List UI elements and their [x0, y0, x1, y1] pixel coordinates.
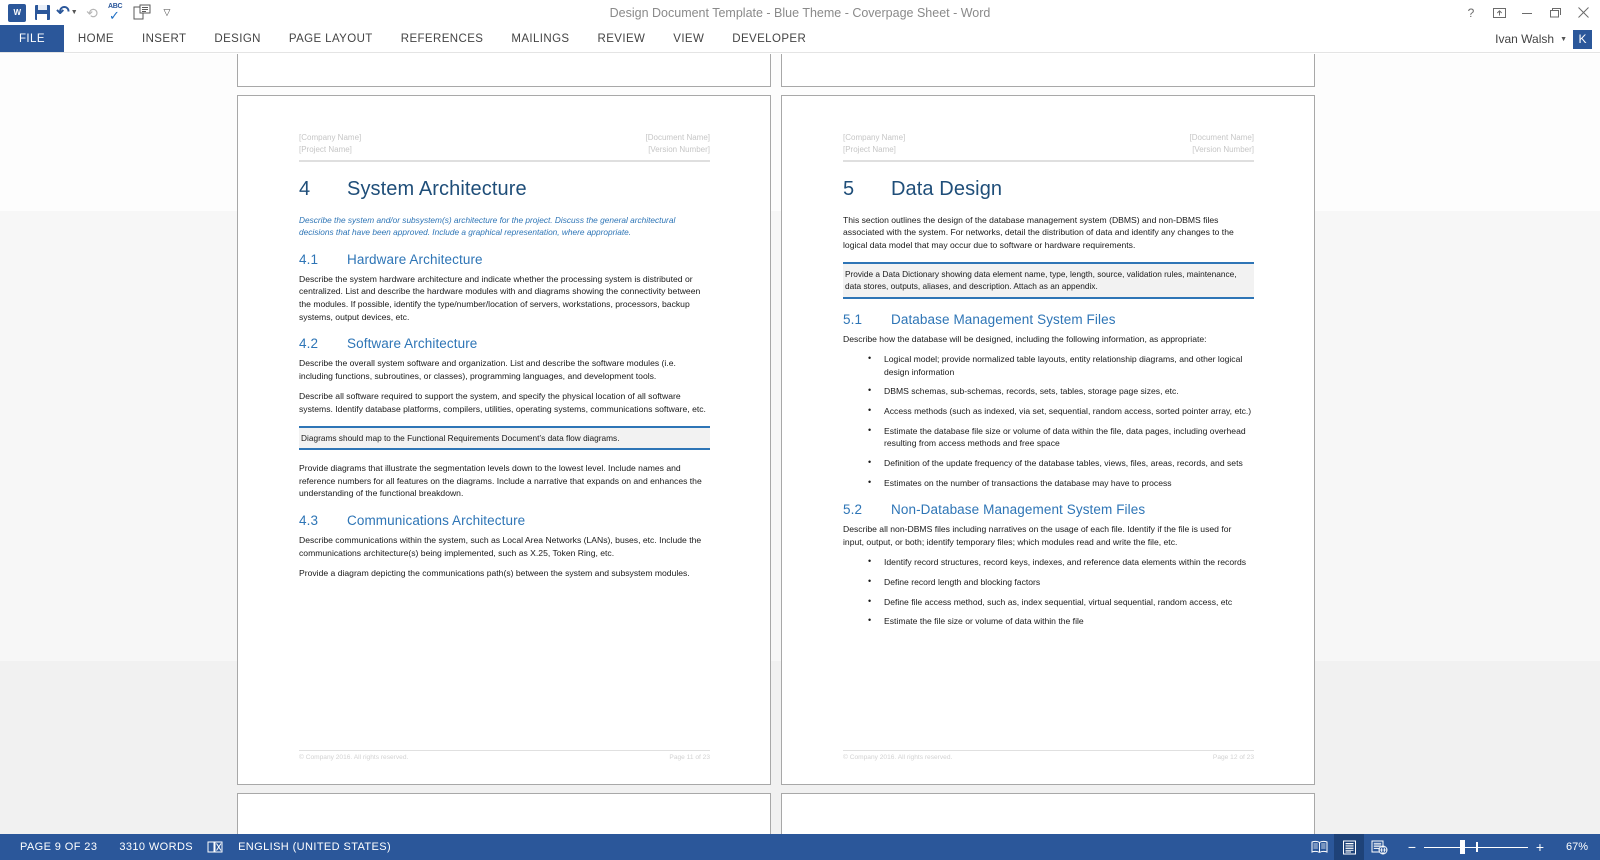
close-button[interactable]	[1570, 2, 1596, 23]
header-document-name: [Document Name]	[1189, 133, 1254, 142]
view-web-layout-button[interactable]	[1364, 834, 1394, 860]
undo-button[interactable]	[56, 2, 78, 23]
heading-title: Hardware Architecture	[347, 251, 483, 267]
document-page-next-right[interactable]	[781, 793, 1315, 834]
window-title: Design Document Template - Blue Theme - Coverpage Sheet - Word	[609, 5, 991, 20]
header-project-name: [Project Name]	[843, 145, 896, 155]
list-item: • Estimate the database file size or volume of data within the file, data pages, including overhead resulting from access methods and free space	[843, 425, 1254, 450]
tab-insert[interactable]: INSERT	[142, 32, 187, 45]
new-comment-icon	[133, 4, 151, 21]
heading-title: Data Design	[891, 177, 1003, 200]
help-button[interactable]: ?	[1467, 5, 1475, 20]
undo-icon: ↶	[56, 3, 70, 21]
page-header-left	[299, 132, 710, 162]
heading-number: 4.2	[299, 336, 319, 352]
ribbon-tab-bar	[0, 25, 1600, 53]
chevron-down-icon: ▼	[70, 9, 78, 16]
heading-section-5-2	[843, 502, 1254, 517]
header-company-name: [Company Name]	[843, 133, 906, 142]
heading-number: 4.3	[299, 512, 319, 528]
heading-title: System Architecture	[347, 177, 527, 200]
body-text-4-2-c: Provide diagrams that illustrate the segmentation levels down to the lowest level. Include names and reference numbers for all features on the diagrams. Include a narrative that expands on and enhances the understanding of the functional breakdown.	[299, 463, 702, 499]
body-text-5-1: Describe how the database will be designed, including the following information, as appropriate:	[843, 333, 1207, 344]
view-print-layout-button[interactable]	[1334, 834, 1364, 860]
footer-page-number: Page 12 of 23	[1212, 754, 1254, 761]
tab-file[interactable]: FILE	[0, 25, 64, 52]
page-footer-right	[843, 750, 1254, 761]
zoom-controls	[1406, 840, 1546, 854]
heading-number: 5	[843, 177, 855, 200]
status-language[interactable]: ENGLISH (UNITED STATES)	[238, 841, 392, 853]
proofing-errors-icon	[207, 840, 223, 854]
body-text-4-3-a: Describe communications within the system, such as Local Area Networks (LANs), buses, etc. Include the communications architecture(s) being implemented, such as X.25, Token Ring, etc.	[299, 534, 702, 558]
customize-quick-access-icon: ▽	[163, 7, 171, 17]
body-text-4-3-b: Provide a diagram depicting the communications path(s) between the system and subsystem modules.	[299, 568, 690, 579]
title-bar	[0, 0, 1600, 25]
list-item: • Define record length and blocking factors	[843, 576, 1254, 589]
word-app-menu-button[interactable]	[6, 2, 28, 23]
zoom-level-value[interactable]: 67%	[1565, 841, 1588, 853]
tab-page-layout[interactable]: PAGE LAYOUT	[288, 32, 373, 45]
tab-view[interactable]: VIEW	[673, 32, 705, 45]
proofing-errors-button[interactable]	[207, 840, 223, 854]
body-text-5-2: Describe all non-DBMS files including narratives on the usage of each file. Identify if the file is used for input, output, or both; identify temporary files; which modules read and write the file, etc.	[843, 524, 1232, 547]
heading-section-5-1	[843, 312, 1254, 327]
zoom-slider-thumb[interactable]	[1460, 840, 1465, 854]
print-layout-icon	[1342, 840, 1357, 855]
minimize-button[interactable]	[1514, 2, 1540, 23]
zoom-slider-midpoint	[1476, 842, 1478, 852]
list-item: • Estimates on the number of transactions the database may have to process	[843, 477, 1254, 490]
chevron-down-icon[interactable]: ▼	[1560, 35, 1567, 43]
heading-section-4-2	[299, 336, 710, 351]
read-mode-icon	[1311, 840, 1328, 855]
list-item: • DBMS schemas, sub-schemas, records, sets, tables, storage page sizes, etc.	[843, 385, 1254, 398]
account-area	[1495, 25, 1592, 53]
redo-button[interactable]	[81, 2, 103, 23]
list-item: • Identify record structures, record keys, indexes, and reference data elements within the records	[843, 556, 1254, 569]
quick-access-toolbar	[0, 0, 178, 25]
header-project-name: [Project Name]	[299, 145, 352, 155]
save-icon	[35, 5, 50, 20]
word-logo-icon: W	[8, 4, 26, 22]
tab-review[interactable]: REVIEW	[597, 32, 646, 45]
list-item: • Access methods (such as indexed, via set, sequential, random access, sorted pointer array, etc.)	[843, 405, 1254, 418]
window-controls	[1458, 0, 1596, 25]
document-page-previous-right[interactable]	[781, 54, 1315, 87]
document-page-previous-left[interactable]	[237, 54, 771, 87]
restore-button[interactable]	[1542, 2, 1568, 23]
bullet-list-5-1	[843, 353, 1254, 489]
body-text-4-2-a: Describe the overall system software and organization. List and describe the software modules (i.e. including functions, subroutines, or classes), programming languages, and development tools.	[299, 358, 676, 381]
callout-box-section-5: Provide a Data Dictionary showing data element name, type, length, source, validation rules, maintenance, data stores, outputs, aliases, and description. Attach as an appendix.	[843, 262, 1254, 299]
heading-number: 5.2	[843, 502, 863, 518]
zoom-out-button[interactable]: −	[1407, 839, 1417, 855]
restore-icon	[1549, 7, 1561, 19]
document-page-right[interactable]	[781, 95, 1315, 785]
callout-box-4-2: Diagrams should map to the Functional Requirements Document’s data flow diagrams.	[299, 426, 710, 450]
heading-section-4-1	[299, 252, 710, 267]
bullet-list-5-2	[843, 556, 1254, 628]
page-header-right	[843, 132, 1254, 162]
heading-title: Non-Database Management System Files	[891, 502, 1146, 518]
ribbon-display-options-icon	[1493, 7, 1506, 19]
footer-page-number: Page 11 of 23	[669, 754, 710, 761]
tab-developer[interactable]: DEVELOPER	[732, 32, 807, 45]
page-stack	[0, 54, 1600, 834]
view-read-mode-button[interactable]	[1304, 834, 1334, 860]
footer-copyright: © Company 2016. All rights reserved.	[843, 754, 953, 761]
checkmark-icon: ✓	[109, 8, 120, 23]
heading-section-4	[299, 178, 710, 201]
zoom-slider[interactable]	[1424, 840, 1528, 854]
customize-quick-access-button[interactable]	[156, 2, 178, 23]
account-name[interactable]: Ivan Walsh	[1495, 32, 1555, 46]
heading-number: 4.1	[299, 251, 319, 267]
heading-section-5	[843, 178, 1254, 201]
list-item: • Definition of the update frequency of the database tables, views, files, areas, records, and sets	[843, 457, 1254, 470]
save-button[interactable]	[31, 2, 53, 23]
document-page-next-left[interactable]	[237, 793, 771, 834]
body-text-section-5-intro: This section outlines the design of the database management system (DBMS) and non-DBMS files associated with the system. For networks, detail the distribution of data and identify any changes to the logical data model that may occur due to software or hardware requirements.	[843, 214, 1234, 251]
avatar[interactable]: K	[1573, 30, 1592, 49]
heading-title: Communications Architecture	[347, 512, 526, 528]
zoom-in-button[interactable]: +	[1535, 839, 1545, 855]
ribbon-display-options-button[interactable]	[1486, 2, 1512, 23]
web-layout-icon	[1371, 840, 1388, 855]
body-text-4-1: Describe the system hardware architecture and indicate whether the processing system is distributed or centralized. List and describe the hardware modules with and diagrams showing the connectivity between the modules. If possible, identify the type/number/location of servers, workstations, processors, backup systems, output devices, etc.	[299, 273, 701, 322]
abc-label: ABC	[108, 3, 123, 10]
header-version-number: [Version Number]	[1192, 145, 1254, 155]
document-page-left[interactable]	[237, 95, 771, 785]
header-version-number: [Version Number]	[648, 145, 710, 155]
list-item: • Define file access method, such as, index sequential, virtual sequential, random access, etc	[843, 596, 1254, 609]
instruction-text-section-4: Describe the system and/or subsystem(s) architecture for the project. Discuss the general architectural decisions that have been approved. Include a graphical representation, where appropriate.	[299, 214, 676, 238]
tab-design[interactable]: DESIGN	[214, 32, 261, 45]
heading-number: 4	[299, 177, 311, 200]
heading-number: 5.1	[843, 311, 863, 327]
header-document-name: [Document Name]	[645, 133, 710, 142]
list-item: • Estimate the file size or volume of data within the file	[843, 615, 1254, 628]
status-page-indicator[interactable]: PAGE 9 OF 23	[20, 841, 98, 853]
status-bar	[0, 834, 1600, 860]
spelling-check-button[interactable]	[106, 2, 128, 23]
tab-home[interactable]: HOME	[77, 32, 114, 45]
document-canvas[interactable]	[0, 54, 1600, 834]
redo-icon: ⟲	[86, 4, 98, 21]
footer-copyright: © Company 2016. All rights reserved.	[299, 754, 409, 761]
tab-references[interactable]: REFERENCES	[400, 32, 484, 45]
heading-title: Database Management System Files	[891, 311, 1116, 327]
body-text-4-2-b: Describe all software required to support the system, and specify the physical location of all software systems. Identify database platforms, compilers, utilities, operating systems, communications software, etc.	[299, 391, 706, 415]
close-icon	[1577, 6, 1590, 19]
heading-title: Software Architecture	[347, 336, 478, 352]
page-footer-left	[299, 750, 710, 761]
tab-mailings[interactable]: MAILINGS	[511, 32, 570, 45]
minimize-icon	[1521, 7, 1533, 19]
header-company-name: [Company Name]	[299, 133, 362, 142]
list-item: • Logical model; provide normalized table layouts, entity relationship diagrams, and other logical design information	[843, 353, 1254, 378]
heading-section-4-3	[299, 513, 710, 528]
spelling-check-icon	[107, 3, 127, 22]
new-comment-button[interactable]	[131, 2, 153, 23]
status-word-count[interactable]: 3310 WORDS	[119, 841, 194, 853]
